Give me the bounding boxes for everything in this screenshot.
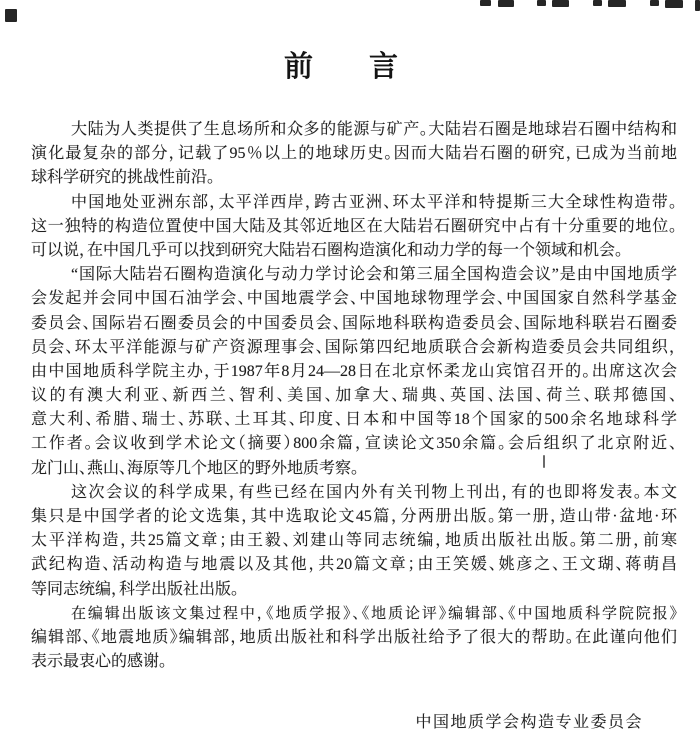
scan-artifact-dash: [650, 0, 659, 6]
scan-artifact-dash: [665, 0, 683, 8]
scan-artifact-dash: [537, 0, 546, 6]
title-char-qian: 前: [283, 51, 313, 83]
text-line: 编辑部、《地震地质》编辑部，地质出版社和科学出版社给予了很大的帮助。在此谨向他们: [31, 628, 677, 646]
text-line: 集只是中国学者的论文选集，其中选取论文45篇，分两册出版。第一册，造山带·盆地·环: [31, 508, 677, 525]
scan-artifact-dash: [593, 0, 602, 6]
text-line: 表示最衷心的感谢。: [31, 653, 168, 671]
page-title: [0, 44, 691, 85]
text-line: 演化最复杂的部分，记载了95％以上的地球历史。因而大陆岩石圈的研究，已成为当前地: [31, 145, 677, 163]
signature-line: 中国地质学会构造专业委员会: [415, 714, 643, 731]
preface-body: [31, 118, 677, 674]
text-line: 员会、环太平洋能源与矿产资源理事会、国际第四纪地质联合会新构造委员会共同组织，: [31, 338, 677, 356]
text-line: 龙门山、燕山、海原等几个地区的野外地质考察。: [31, 459, 360, 477]
text-line: 等同志统编，科学出版社出版。: [31, 580, 240, 598]
text-line: 武纪构造、活动构造与地震以及其他，共20篇文章；由王笑媛、姚彦之、王文瑚、蒋萌昌: [31, 556, 677, 574]
text-line: 这一独特的构造位置使中国大陆及其邻近地区在大陆岩石圈研究中占有十分重要的地位。: [31, 217, 677, 235]
scan-artifact-dash: [695, 0, 700, 11]
text-line: 大陆为人类提供了生息场所和众多的能源与矿产。大陆岩石圈是地球岩石圈中结构和: [71, 121, 677, 138]
title-char-yan: 言: [369, 51, 399, 83]
text-line: “国际大陆岩石圈构造演化与动力学讨论会和第三届全国构造会议”是由中国地质学: [71, 266, 677, 284]
scan-artifact-dash: [552, 0, 569, 7]
text-line: 意大利、希腊、瑞士、苏联、土耳其、印度、日本和中国等18个国家的500余名地球科学: [31, 411, 677, 429]
text-line: 在编辑出版该文集过程中，《地质学报》、《地质论评》编辑部、《中国地质科学院院报》: [71, 605, 677, 622]
scan-artifact-dash: [480, 0, 491, 6]
text-line: 中国地处亚洲东部，太平洋西岸，跨古亚洲、环太平洋和特提斯三大全球性构造带。: [71, 193, 677, 211]
text-line: 可以说，在中国几乎可以找到研究大陆岩石圈构造演化和动力学的每一个领域和机会。: [31, 241, 624, 259]
scan-artifact-dash: [608, 0, 626, 7]
text-line: 球科学研究的挑战性前沿。: [31, 169, 216, 187]
text-line: 由中国地质科学院主办，于1987年8月24—28日在北京怀柔龙山宾馆召开的。出席这次会: [31, 362, 677, 380]
scan-artifact-blob: [5, 9, 17, 22]
scan-artifact-dash: [498, 0, 514, 7]
text-line: 委员会、国际岩石圈委员会的中国委员会、国际地科联构造委员会、国际地科联岩石圈委: [31, 314, 677, 332]
text-line: 这次会议的科学成果，有些已经在国内外有关刊物上刊出，有的也即将发表。本文: [71, 483, 677, 501]
text-line: 工作者。会议收到学术论文（摘要）800余篇，宣读论文350余篇。会后组织了北京附近、: [31, 435, 677, 453]
text-line: 太平洋构造，共25篇文章；由王毅、刘建山等同志统编，地质出版社出版。第二册，前寒: [31, 532, 677, 550]
text-line: 议的有澳大利亚、新西兰、智利、美国、加拿大、瑞典、英国、法国、荷兰、联邦德国、: [31, 387, 677, 405]
text-line: 会发起并会同中国石油学会、中国地震学会、中国地球物理学会、中国国家自然科学基金: [31, 290, 677, 308]
